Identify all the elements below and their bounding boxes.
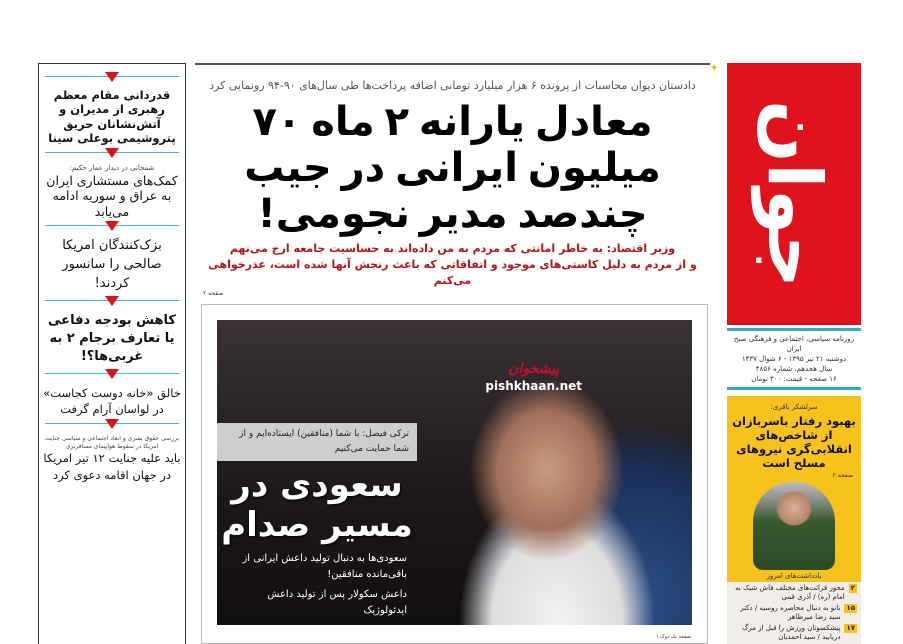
info-line: دوشنبه ۲۱ تیر ۱۳۹۵ - ۶ شوال ۱۴۳۷ [741,355,847,363]
divider-marker [45,148,179,162]
page-reference: صفحه ۲ [203,290,224,297]
lead-subtitle [195,241,710,289]
left-news-column [38,63,186,644]
note-item[interactable] [727,582,861,602]
info-line: سال هجدهم، شماره ۴۸۵۶ [755,365,833,373]
photo-sub: داعش سکولار پس از تولید داعش ایدئولوژیک [267,589,407,616]
divider [727,387,861,390]
photo-quote: ترکی فیصل: با شما (منافقین) ایستاده‌ایم و از شما حمایت می‌کنیم [217,423,417,461]
divider-marker [45,369,179,383]
note-page: ۱۷ [846,624,855,632]
photo-headline[interactable]: سعودی در مسیر صدام [221,465,413,545]
info-line: روزنامه سیاسی، اجتماعی و فرهنگی صبح ایران [733,335,855,353]
news-item[interactable] [39,164,185,220]
photo-subtitles [217,551,417,619]
note-item[interactable] [727,622,861,642]
notes-box [727,570,861,644]
divider-marker [45,221,179,235]
side-page-ref: صفحه ۲ [832,472,853,479]
lead-headline[interactable]: معادل یارانه ۲ ماه ۷۰ میلیون ایرانی در جیب چندصد مدیر نجومی! [244,99,661,237]
note-text: مجوز قرائت‌های مختلف فاش شیک به امام (ره) / آذری قمی [735,584,845,601]
news-item[interactable] [39,237,185,294]
side-kicker: سرلشکر باقری: [770,403,818,411]
watermark-url: pishkhaan.net [485,379,582,393]
divider-marker [45,419,179,433]
masthead-info [727,328,861,390]
news-title: قدردانی مقام معظم رهبری از مدیران و آتش‌نشانان حریق پتروشیمی بوعلی سینا [48,88,176,146]
news-title: کمک‌های مستشاری ایران به عراق و سوریه ادامه می‌یابد [46,172,178,219]
news-title: خالق «خانه دوست کجاست» در لواسان آرام گرفت [43,385,181,416]
news-title: بزک‌کنندگان امریکا صالحی را سانسور کردند! [62,238,162,292]
subtitle-line: و از مردم به دلیل کاستی‌های موجود و اتفاقاتی که باعث رنجش آنها شده است، عذرخواهی می‌کنم [208,258,697,287]
news-item[interactable] [39,385,185,417]
info-line: ۱۶ صفحه - قیمت: ۳۰۰ تومان [751,375,837,383]
note-text: پیشکسوتان ورزش را قبل از مرگ دریابید / سید احمدیان [742,624,841,641]
news-item[interactable] [39,88,185,146]
photo-story-frame [201,304,708,644]
masthead-logo: جوان [727,63,861,325]
news-item[interactable] [39,312,185,367]
subtitle-line: وزیر اقتصاد: به خاطر امانتی که مردم به من داده‌اند به حساسیت جامعه ارج می‌نهم [229,242,676,255]
side-story-photo [753,482,835,570]
photo-text-block [217,423,417,619]
divider-marker [45,296,179,310]
side-headline: بهبود رفتار باسربازان از شاخص‌های انقلابی‌گری نیروهای مسلح است [732,414,856,470]
note-page: ۲ [850,584,855,592]
side-story[interactable] [727,396,861,570]
notes-title: یادداشت‌های امروز [727,570,861,582]
photo-sub: سعودی‌ها به دنبال تولید داعش ایرانی از باقی‌مانده منافقین! [242,553,407,580]
lead-kicker: دادستان دیوان محاسبات از پرونده ۶ هزار میلیارد تومانی اضافه پرداخت‌ها طی سال‌های ۹۰-۹۴ رونمایی کرد [209,79,696,92]
divider [727,328,861,331]
news-kicker: بررسی حقوق بشری و ابعاد اجتماعی و سیاسی جنایت امریکا در سقوط هواپیمای مسافربری [45,434,179,450]
note-page: ۱۵ [846,604,855,612]
story-photo[interactable] [217,320,692,625]
news-kicker: شمخانی در دیدار عمار حکیم: [69,163,155,172]
watermark-logo: پیشخوان [508,361,560,377]
divider-marker [45,72,179,86]
right-column [727,63,861,644]
news-title: کاهش بودجه دفاعی یا تعارف برجام ۲ به غربی‌ها؟! [48,313,176,365]
watermark [485,360,582,394]
ornament-icon: ✦ [710,63,719,74]
note-item[interactable] [727,602,861,622]
news-title: باید علیه جنایت ۱۲ تیر امریکا در جهان اقامه دعوی کرد [43,451,181,483]
photo-caption: صفحه یک دوک ۱ [655,634,691,640]
lead-story-column [195,63,710,644]
news-item[interactable] [39,435,185,484]
note-text: ناتو به دنبال محاصره روسیه / دکتر سید رضا میرطاهر [740,604,841,621]
